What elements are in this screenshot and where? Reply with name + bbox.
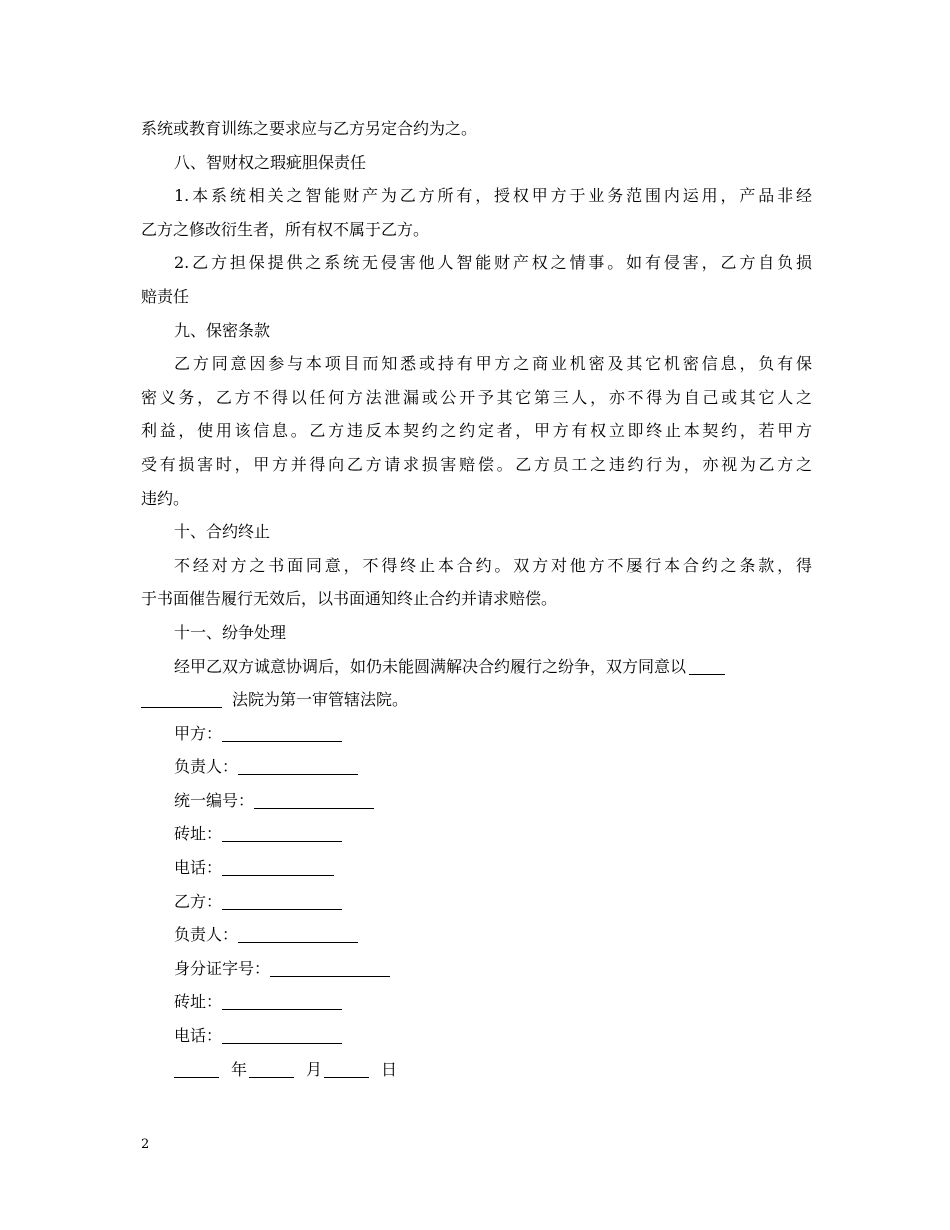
court-blank-1[interactable] [689, 658, 725, 675]
section-heading-10: 十、合约终止 [174, 522, 271, 542]
year-label: 年 [231, 1059, 248, 1079]
body-line: 1.本系统相关之智能财产为乙方所有，授权甲方于业务范围内运用，产品非经 [174, 186, 812, 206]
party-b-id-label: 身分证字号： [174, 958, 271, 978]
party-b-phone-blank[interactable] [222, 1027, 342, 1044]
signature-row [141, 817, 812, 851]
section-heading-8: 八、智财权之瑕疵胆保责任 [174, 152, 367, 172]
party-a-person-blank[interactable] [238, 758, 358, 775]
body-line: 于书面催告履行无效后，以书面通知终止合约并请求赔偿。 [141, 589, 558, 609]
year-blank[interactable] [174, 1061, 219, 1078]
party-a-address-blank[interactable] [222, 825, 342, 842]
signature-row [141, 1019, 812, 1053]
day-blank[interactable] [324, 1061, 369, 1078]
signature-row [141, 952, 812, 986]
party-b-phone-label: 电话： [174, 1026, 223, 1046]
page-number: 2 [141, 1137, 150, 1152]
body-line: 违约。 [141, 488, 190, 508]
party-b-address-label: 砖址： [174, 992, 223, 1012]
signature-row [141, 851, 812, 885]
party-a-label: 甲方： [174, 723, 223, 743]
party-b-id-blank[interactable] [270, 960, 390, 977]
dispute-text: 经甲乙双方诚意协调后，如仍未能圆满解决合约履行之纷争，双方同意以 [174, 656, 687, 676]
party-b-blank[interactable] [222, 893, 342, 910]
section-heading-9: 九、保密条款 [174, 320, 271, 340]
signature-row [141, 985, 812, 1019]
party-b-person-label: 负责人： [174, 925, 239, 945]
signature-row [141, 885, 812, 919]
party-a-phone-blank[interactable] [222, 859, 334, 876]
body-line: 乙方同意因参与本项目而知悉或持有甲方之商业机密及其它机密信息，负有保 [174, 354, 812, 374]
month-blank[interactable] [249, 1061, 294, 1078]
signature-row [141, 750, 812, 784]
party-b-person-blank[interactable] [238, 926, 358, 943]
party-a-number-blank[interactable] [254, 792, 374, 809]
body-line: 密义务，乙方不得以任何方法泄漏或公开予其它第三人，亦不得为自己或其它人之 [141, 387, 812, 407]
signature-row [141, 784, 812, 818]
month-label: 月 [306, 1059, 323, 1079]
court-text: 法院为第一审管辖法院。 [232, 690, 409, 710]
body-line: 系统或教育训练之要求应与乙方另定合约为之。 [141, 119, 478, 138]
court-blank-2[interactable] [141, 691, 222, 708]
party-a-blank[interactable] [222, 725, 342, 742]
party-a-person-label: 负责人： [174, 757, 239, 777]
party-b-label: 乙方： [174, 891, 223, 911]
body-line [141, 650, 812, 684]
day-label: 日 [381, 1059, 398, 1079]
party-a-number-label: 统一编号： [174, 790, 255, 810]
party-a-address-label: 砖址： [174, 824, 223, 844]
signature-row [141, 717, 812, 751]
party-a-phone-label: 电话： [174, 858, 223, 878]
signature-row [141, 918, 812, 952]
body-line: 赔责任 [141, 286, 190, 306]
body-line: 不经对方之书面同意，不得终止本合约。双方对他方不屡行本合约之条款，得 [174, 555, 812, 575]
body-line [141, 683, 812, 717]
body-line: 受有损害时，甲方并得向乙方请求损害赔偿。乙方员工之违约行为，亦视为乙方之 [141, 454, 812, 474]
document-body [141, 112, 812, 1086]
body-line: 2.乙方担保提供之系统无侵害他人智能财产权之情事。如有侵害，乙方自负损 [174, 253, 812, 273]
party-b-address-blank[interactable] [222, 993, 342, 1010]
body-line: 乙方之修改衍生者，所有权不属于乙方。 [141, 219, 430, 239]
body-line: 利益，使用该信息。乙方违反本契约之约定者，甲方有权立即终止本契约，若甲方 [141, 421, 812, 441]
section-heading-11: 十一、纷争处理 [174, 622, 287, 642]
date-row [141, 1053, 812, 1087]
